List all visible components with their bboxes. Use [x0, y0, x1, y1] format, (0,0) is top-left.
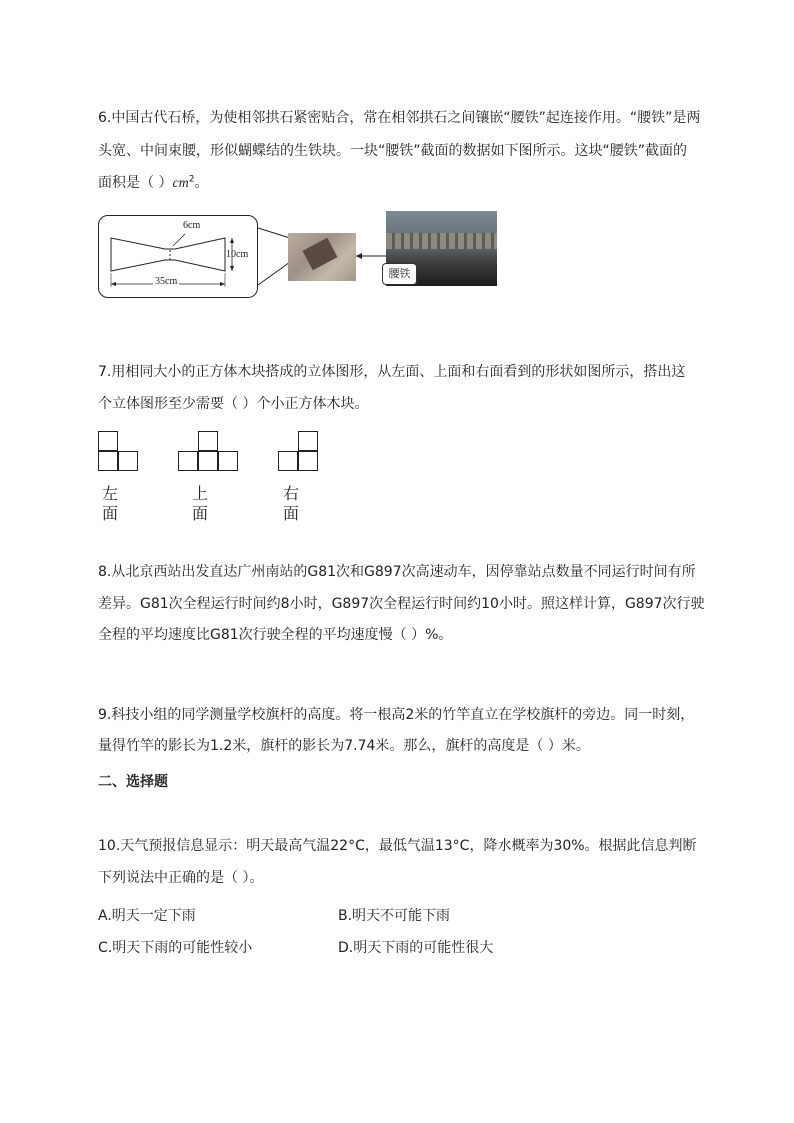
height-label: 10cm [226, 249, 249, 260]
q6-line-1: 6.中国古代石桥，为使相邻拱石紧密贴合，常在相邻拱石之间镶嵌“腰铁”起连接作用。“腰铁”是两 [98, 110, 701, 126]
left-view-label: 左面 [102, 484, 119, 523]
right-view-cell [298, 451, 318, 471]
top-view-label: 上面 [192, 484, 209, 523]
option-a: A.明天一定下雨 [98, 908, 196, 924]
q10-line-1: 10.天气预报信息显示：明天最高气温22°C，最低气温13°C，降水概率为30%。根据此信息判断 [98, 838, 697, 854]
bridge-railing [386, 233, 497, 249]
left-view-cell [118, 451, 138, 471]
q8-line-2: 差异。G81次全程运行时间约8小时，G897次全程运行时间约10小时。照这样计算，G897次行驶 [98, 596, 705, 612]
q7-line-2: 个立体图形至少需要（ ）个小正方体木块。 [98, 396, 369, 412]
right-view-label: 右面 [283, 484, 300, 523]
right-view-cell [298, 431, 318, 451]
top-view-cell [198, 451, 218, 471]
top-width-label: 6cm [183, 220, 201, 231]
q10-line-2: 下列说法中正确的是（ ）。 [98, 870, 264, 886]
option-b: B.明天不可能下雨 [338, 908, 451, 924]
q7-line-1: 7.用相同大小的正方体木块搭成的立体图形，从左面、上面和右面看到的形状如图所示，搭出这 [98, 364, 686, 380]
q6-unit: cm [172, 176, 189, 191]
q9-line-1: 9.科技小组的同学测量学校旗杆的高度。将一根高2米的竹竿直立在学校旗杆的旁边。同一时刻， [98, 707, 695, 723]
option-d: D.明天下雨的可能性很大 [338, 940, 494, 956]
q6-line-3-text: 面积是（ ） [98, 175, 173, 191]
top-view-cell [198, 431, 218, 451]
q6-line-3-end: 。 [194, 175, 209, 191]
length-label: 35cm [155, 276, 178, 287]
q8-line-1: 8.从北京西站出发直达广州南站的G81次和G897次高速动车，因停靠站点数量不同运行时间有所 [98, 564, 696, 580]
left-view-cell [98, 451, 118, 471]
waist-iron-photo [288, 233, 356, 281]
q8-line-3: 全程的平均速度比G81次行驶全程的平均速度慢（ ）%。 [98, 627, 453, 643]
q6-line-2: 头宽、中间束腰，形似蝴蝶结的生铁块。一块“腰铁”截面的数据如下图所示。这块“腰铁”截面的 [98, 143, 688, 159]
q6-unit-exponent: 2 [188, 174, 195, 185]
iron-piece [302, 238, 337, 271]
top-view-cell [218, 451, 238, 471]
section-title: 二、选择题 [98, 774, 168, 790]
q9-line-2: 量得竹竿的影长为1.2米，旗杆的影长为7.74米。那么，旗杆的高度是（ ）米。 [98, 738, 590, 754]
top-view-cell [178, 451, 198, 471]
left-view-cell [98, 431, 118, 451]
option-c: C.明天下雨的可能性较小 [98, 940, 253, 956]
right-view-cell [278, 451, 298, 471]
waist-iron-callout: 腰铁 [382, 263, 417, 285]
